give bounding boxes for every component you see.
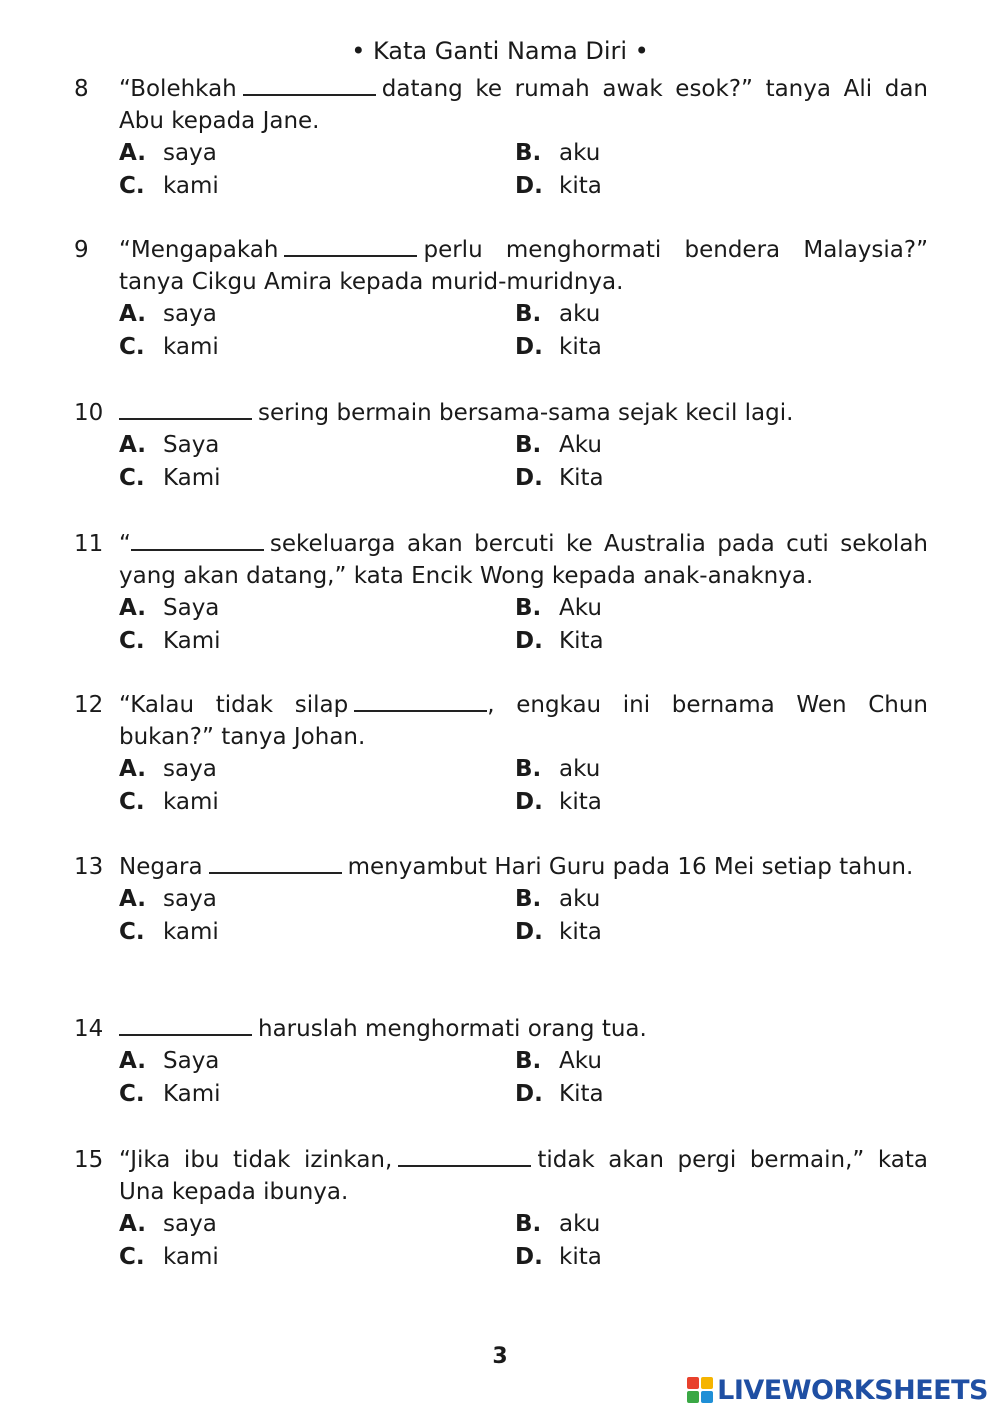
option-letter: C. [119, 465, 145, 491]
question-15 [74, 1144, 928, 1274]
options [119, 429, 928, 495]
question-stem [119, 851, 928, 883]
question-8 [74, 73, 928, 203]
option-letter: A. [119, 595, 146, 621]
option-c[interactable] [119, 625, 515, 658]
worksheet-title: • Kata Ganti Nama Diri • [351, 37, 649, 65]
option-text: Kita [559, 1081, 604, 1107]
option-text: aku [559, 301, 601, 327]
option-text: kita [559, 919, 602, 945]
question-number: 10 [74, 400, 104, 426]
question-number: 8 [74, 76, 89, 102]
question-9 [74, 234, 928, 364]
option-text: aku [559, 1211, 601, 1237]
option-a[interactable] [119, 1045, 515, 1078]
option-text: saya [163, 886, 217, 912]
option-b[interactable] [515, 298, 815, 331]
option-letter: C. [119, 1244, 145, 1270]
option-b[interactable] [515, 429, 815, 462]
answer-blank[interactable] [209, 852, 342, 874]
option-c[interactable] [119, 1078, 515, 1111]
stem-before: “Jika ibu tidak izinkan, [119, 1147, 393, 1173]
option-b[interactable] [515, 1208, 815, 1241]
stem-after: sekeluarga akan bercuti ke Australia pada cuti sekolah yang akan datang,” kata Encik Wong kepada anak-anaknya. [119, 531, 928, 589]
option-text: Aku [559, 432, 602, 458]
question-10 [74, 397, 928, 495]
stem-after: menyambut Hari Guru pada 16 Mei setiap tahun. [347, 854, 914, 880]
option-a[interactable] [119, 429, 515, 462]
stem-before: “Bolehkah [119, 76, 237, 102]
option-letter: C. [119, 789, 145, 815]
option-letter: A. [119, 886, 146, 912]
option-a[interactable] [119, 298, 515, 331]
question-number: 15 [74, 1147, 104, 1173]
option-text: Kami [163, 1081, 221, 1107]
stem-after: datang ke rumah awak esok?” tanya Ali dan Abu kepada Jane. [119, 76, 928, 134]
option-letter: C. [119, 919, 145, 945]
option-a[interactable] [119, 753, 515, 786]
option-d[interactable] [515, 170, 815, 203]
option-text: Saya [163, 595, 220, 621]
option-text: kami [163, 1244, 219, 1270]
option-letter: A. [119, 756, 146, 782]
option-b[interactable] [515, 883, 815, 916]
question-stem [119, 397, 928, 429]
option-letter: B. [515, 432, 542, 458]
option-text: kita [559, 1244, 602, 1270]
option-text: kita [559, 173, 602, 199]
option-letter: D. [515, 465, 543, 491]
option-text: saya [163, 756, 217, 782]
answer-blank[interactable] [131, 529, 264, 551]
option-d[interactable] [515, 1241, 815, 1274]
option-text: aku [559, 756, 601, 782]
option-letter: D. [515, 1244, 543, 1270]
option-letter: B. [515, 595, 542, 621]
option-text: kami [163, 789, 219, 815]
question-stem [119, 1013, 928, 1045]
option-b[interactable] [515, 1045, 815, 1078]
stem-after: haruslah menghormati orang tua. [258, 1016, 647, 1042]
question-stem [119, 73, 928, 137]
option-c[interactable] [119, 462, 515, 495]
option-text: aku [559, 886, 601, 912]
option-d[interactable] [515, 916, 815, 949]
option-letter: A. [119, 301, 146, 327]
option-c[interactable] [119, 170, 515, 203]
option-letter: B. [515, 1048, 542, 1074]
option-letter: D. [515, 334, 543, 360]
option-text: Kita [559, 628, 604, 654]
option-b[interactable] [515, 137, 815, 170]
option-letter: A. [119, 140, 146, 166]
question-stem [119, 234, 928, 298]
stem-before: “ [119, 531, 131, 557]
options [119, 1045, 928, 1111]
stem-after: , engkau ini bernama Wen Chun bukan?” tanya Johan. [119, 692, 929, 750]
liveworksheets-logo[interactable] [687, 1375, 988, 1405]
options [119, 298, 928, 364]
answer-blank[interactable] [354, 690, 487, 712]
stem-after: perlu menghormati bendera Malaysia?” tanya Cikgu Amira kepada murid-muridnya. [119, 237, 928, 295]
logo-squares-icon [687, 1377, 713, 1403]
option-d[interactable] [515, 786, 815, 819]
option-text: Saya [163, 1048, 220, 1074]
option-c[interactable] [119, 916, 515, 949]
options [119, 592, 928, 658]
question-stem [119, 528, 928, 592]
question-number: 11 [74, 531, 104, 557]
stem-before: Negara [119, 854, 203, 880]
answer-blank[interactable] [119, 398, 252, 420]
option-text: saya [163, 1211, 217, 1237]
option-letter: B. [515, 756, 542, 782]
options [119, 753, 928, 819]
stem-before: “Kalau tidak silap [119, 692, 349, 718]
option-letter: B. [515, 886, 542, 912]
logo-square [687, 1377, 699, 1389]
option-text: Saya [163, 432, 220, 458]
option-d[interactable] [515, 462, 815, 495]
option-letter: A. [119, 1211, 146, 1237]
option-text: aku [559, 140, 601, 166]
option-letter: C. [119, 628, 145, 654]
option-text: kami [163, 334, 219, 360]
option-c[interactable] [119, 1241, 515, 1274]
option-a[interactable] [119, 592, 515, 625]
option-text: kami [163, 173, 219, 199]
question-11 [74, 528, 928, 658]
logo-square [687, 1391, 699, 1403]
option-text: Kita [559, 465, 604, 491]
options [119, 137, 928, 203]
options [119, 883, 928, 949]
option-letter: C. [119, 1081, 145, 1107]
option-text: Aku [559, 1048, 602, 1074]
question-number: 12 [74, 692, 104, 718]
option-letter: D. [515, 919, 543, 945]
option-a[interactable] [119, 883, 515, 916]
option-letter: B. [515, 1211, 542, 1237]
option-letter: A. [119, 1048, 146, 1074]
option-b[interactable] [515, 753, 815, 786]
brand-name: LIVEWORKSHEETS [717, 1374, 988, 1406]
option-b[interactable] [515, 592, 815, 625]
option-d[interactable] [515, 1078, 815, 1111]
question-14 [74, 1013, 928, 1111]
option-a[interactable] [119, 1208, 515, 1241]
option-text: Aku [559, 595, 602, 621]
option-d[interactable] [515, 625, 815, 658]
stem-after: tidak akan pergi bermain,” kata Una kepada ibunya. [119, 1147, 928, 1205]
stem-before: “Mengapakah [119, 237, 279, 263]
question-number: 9 [74, 237, 89, 263]
question-stem [119, 1144, 928, 1208]
option-text: kami [163, 919, 219, 945]
answer-blank[interactable] [119, 1014, 252, 1036]
option-c[interactable] [119, 331, 515, 364]
option-letter: B. [515, 140, 542, 166]
option-text: Kami [163, 465, 221, 491]
option-a[interactable] [119, 137, 515, 170]
question-number: 13 [74, 854, 104, 880]
question-stem [119, 689, 928, 753]
option-text: Kami [163, 628, 221, 654]
option-text: saya [163, 301, 217, 327]
option-letter: D. [515, 1081, 543, 1107]
option-text: kita [559, 789, 602, 815]
option-d[interactable] [515, 331, 815, 364]
option-letter: D. [515, 173, 543, 199]
answer-blank[interactable] [284, 235, 417, 257]
option-letter: D. [515, 628, 543, 654]
option-text: saya [163, 140, 217, 166]
option-letter: A. [119, 432, 146, 458]
answer-blank[interactable] [398, 1145, 531, 1167]
answer-blank[interactable] [243, 74, 376, 96]
question-number: 14 [74, 1016, 104, 1042]
logo-square [701, 1377, 713, 1389]
option-letter: B. [515, 301, 542, 327]
page-number: 3 [492, 1344, 508, 1369]
option-letter: C. [119, 334, 145, 360]
logo-square [701, 1391, 713, 1403]
question-13 [74, 851, 928, 949]
option-letter: D. [515, 789, 543, 815]
option-text: kita [559, 334, 602, 360]
stem-after: sering bermain bersama-sama sejak kecil lagi. [258, 400, 794, 426]
options [119, 1208, 928, 1274]
option-letter: C. [119, 173, 145, 199]
question-12 [74, 689, 928, 819]
option-c[interactable] [119, 786, 515, 819]
